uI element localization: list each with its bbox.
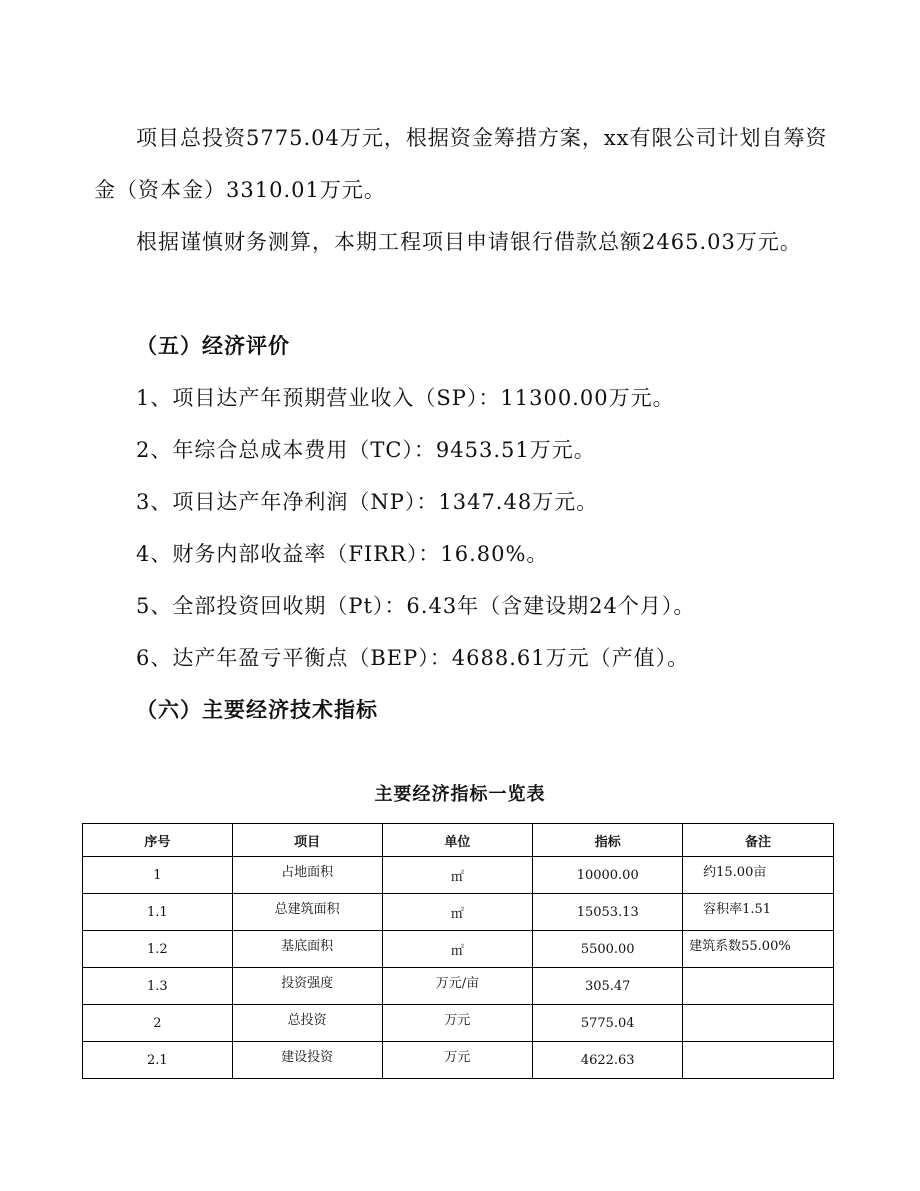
paragraph-funding: 项目总投资5775.04万元，根据资金筹措方案，xx有限公司计划自筹资金（资本金）3310.01万元。 xyxy=(94,126,828,202)
table-cell: 15053.13 xyxy=(533,894,683,931)
table-cell: 基底面积 xyxy=(232,931,382,968)
table-cell xyxy=(683,968,834,1005)
table-cell: 1.2 xyxy=(83,931,233,968)
table-cell xyxy=(683,1042,834,1079)
table-title: 主要经济指标一览表 xyxy=(374,784,546,805)
table-row xyxy=(83,857,834,894)
table-cell: 1.1 xyxy=(83,894,233,931)
table-row xyxy=(83,968,834,1005)
evaluation-item: 6、达产年盈亏平衡点（BEP）：4688.61万元（产值）。 xyxy=(136,646,690,670)
table-cell: 10000.00 xyxy=(533,857,683,894)
table-cell: 万元 xyxy=(382,1005,533,1042)
table-row xyxy=(83,1005,834,1042)
column-header: 备注 xyxy=(683,824,834,857)
table-cell: 5775.04 xyxy=(533,1005,683,1042)
evaluation-item: 1、项目达产年预期营业收入（SP）：11300.00万元。 xyxy=(136,386,675,410)
evaluation-item: 2、年综合总成本费用（TC）：9453.51万元。 xyxy=(136,438,596,462)
table-cell: 1 xyxy=(83,857,233,894)
evaluation-item: 4、财务内部收益率（FIRR）：16.80%。 xyxy=(136,542,549,566)
table-row xyxy=(83,1042,834,1079)
evaluation-item: 5、全部投资回收期（Pt）：6.43年（含建设期24个月）。 xyxy=(136,594,696,618)
column-header: 指标 xyxy=(533,824,683,857)
table-cell: 建设投资 xyxy=(232,1042,382,1079)
table-cell: 305.47 xyxy=(533,968,683,1005)
table-cell: 建筑系数55.00% xyxy=(683,931,834,968)
table-row xyxy=(83,931,834,968)
column-header: 项目 xyxy=(232,824,382,857)
column-header: 序号 xyxy=(83,824,233,857)
table-cell: 总建筑面积 xyxy=(232,894,382,931)
paragraph-loan: 根据谨慎财务测算，本期工程项目申请银行借款总额2465.03万元。 xyxy=(136,230,802,254)
table-cell: ㎡ xyxy=(382,857,533,894)
section-heading-economic-evaluation: （五）经济评价 xyxy=(136,333,290,358)
table-cell: 万元 xyxy=(382,1042,533,1079)
table-cell: 投资强度 xyxy=(232,968,382,1005)
table-header-row xyxy=(83,824,834,857)
section-heading-key-indicators: （六）主要经济技术指标 xyxy=(136,697,378,722)
column-header: 单位 xyxy=(382,824,533,857)
table-cell: 2.1 xyxy=(83,1042,233,1079)
table-cell xyxy=(683,1005,834,1042)
table-cell: ㎡ xyxy=(382,931,533,968)
table-cell: 容积率1.51 xyxy=(683,894,834,931)
indicators-table xyxy=(82,823,834,1079)
table-cell: 占地面积 xyxy=(232,857,382,894)
table-cell: 约15.00亩 xyxy=(683,857,834,894)
table-cell: 总投资 xyxy=(232,1005,382,1042)
table-row xyxy=(83,894,834,931)
table-cell: 4622.63 xyxy=(533,1042,683,1079)
table-cell: 2 xyxy=(83,1005,233,1042)
table-cell: 1.3 xyxy=(83,968,233,1005)
table-cell: ㎡ xyxy=(382,894,533,931)
table-cell: 万元/亩 xyxy=(382,968,533,1005)
evaluation-item: 3、项目达产年净利润（NP）：1347.48万元。 xyxy=(136,490,599,514)
table-cell: 5500.00 xyxy=(533,931,683,968)
